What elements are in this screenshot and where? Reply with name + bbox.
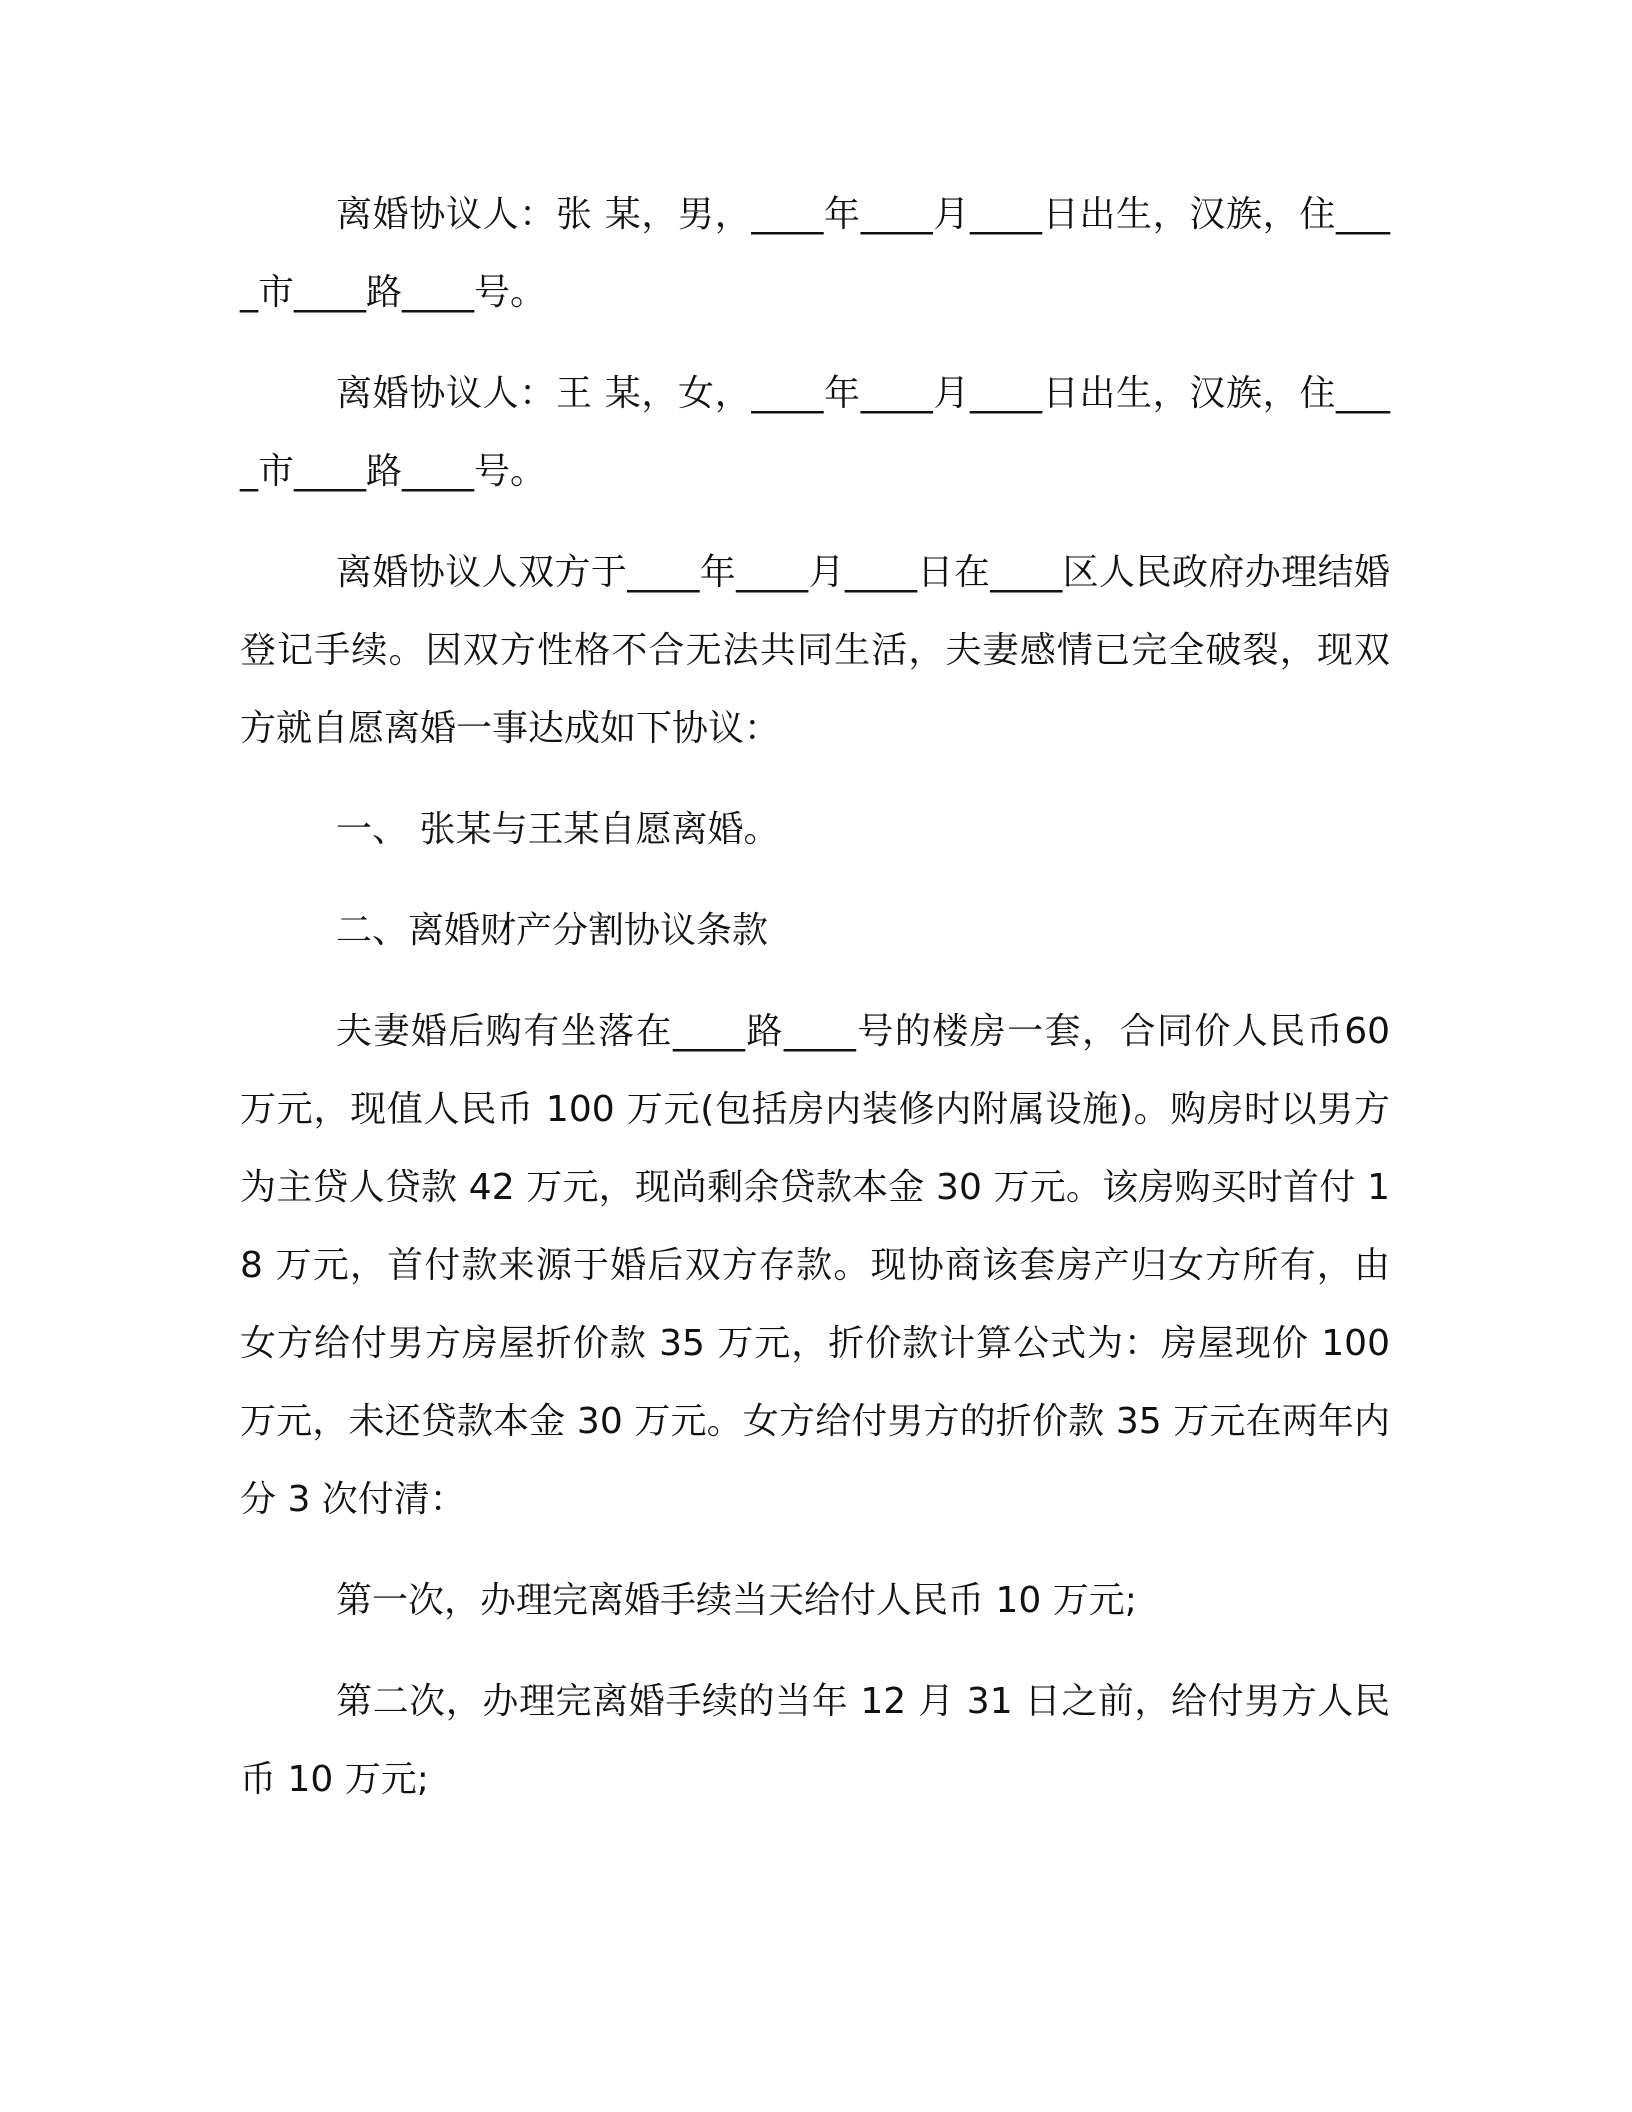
property-division-paragraph: 夫妻婚后购有坐落在____路____号的楼房一套，合同价人民币60 万元，现值人民币 100 万元(包括房内装修内附属设施)。购房时以男方为主贷人贷款 42 万元，现尚剩余贷款本金 30 万元。该房购买时首付 18 万元，首付款来源于婚后双方存款。现协商该套房产归女方所有，由女方给付男方房屋折价款 35 万元，折价款计算公式为：房屋现价 100 万元，未还贷款本金 30 万元。女方给付男方的折价款 35 万元在两年内分 3 次付清： <box>240 1011 1390 1520</box>
clause-one-heading: 一、 张某与王某自愿离婚。 <box>336 809 780 850</box>
party-husband-paragraph: 离婚协议人：张 某，男，____年____月____日出生，汉族，住____市____路____号。 <box>240 194 1390 313</box>
marriage-registration-paragraph: 离婚协议人双方于____年____月____日在____区人民政府办理结婚登记手续。因双方性格不合无法共同生活，夫妻感情已完全破裂，现双方就自愿离婚一事达成如下协议： <box>240 552 1390 749</box>
document-body <box>240 176 1390 1842</box>
first-payment-paragraph: 第一次，办理完离婚手续当天给付人民币 10 万元; <box>336 1580 1137 1621</box>
clause-two-heading: 二、离婚财产分割协议条款 <box>336 910 769 951</box>
party-wife-paragraph: 离婚协议人：王 某，女，____年____月____日出生，汉族，住____市____路____号。 <box>240 373 1390 492</box>
second-payment-paragraph: 第二次，办理完离婚手续的当年 12 月 31 日之前，给付男方人民币 10 万元; <box>240 1681 1390 1800</box>
